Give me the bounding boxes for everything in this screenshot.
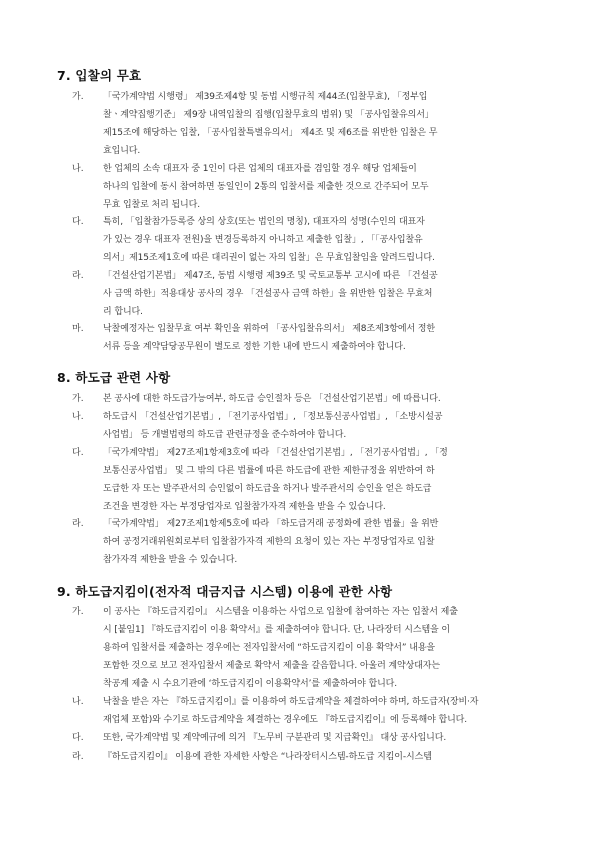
item-marker: 가. [72, 92, 84, 102]
section-9-title: 9. 하도급지킴이(전자적 대금지급 시스템) 이용에 관한 사항 [57, 584, 393, 599]
item-text-line: 사업법」 등 개별법령의 하도급 관련규정을 준수하여야 합니다. [103, 430, 347, 440]
item-text-line: 낙찰예정자는 입찰무효 여부 확인을 위하여 「공사입찰유의서」 제8조제3항에서 정한 [103, 324, 435, 334]
item-text-line: 찰ㆍ계약집행기준」 제9장 내역입찰의 집행(입찰무효의 범위) 및 「공사입찰유의서」 [103, 110, 434, 120]
item-text-line: 참가자격 제한을 받을 수 있습니다. [103, 555, 238, 565]
item-text-line: 착공계 제출 시 수요기관에 ‘하도급지킴이 이용확약서’를 제출하여야 합니다. [103, 679, 398, 689]
item-text-line: 포함한 것으로 보고 전자입찰서 제출로 확약서 제출을 갈음합니다. 아울러 계약상대자는 [103, 661, 440, 671]
item-text-line: 리 합니다. [103, 307, 143, 317]
item-marker: 나. [72, 164, 84, 174]
item-text-line: 서류 등을 계약담당공무원이 별도로 정한 기한 내에 반드시 제출하여야 합니다. [103, 342, 406, 352]
item-text-line: 「건설산업기본법」 제47조, 동법 시행령 제39조 및 국토교통부 고시에 따른 「건설공 [103, 271, 438, 281]
item-marker: 라. [72, 752, 84, 762]
item-marker: 가. [72, 607, 84, 617]
item-marker: 라. [72, 519, 84, 529]
item-text-line: 『하도급지킴이』 이용에 관한 자세한 사항은 “나라장터시스템-하도급 지킴이-시스템 [103, 752, 432, 762]
item-text-line: 한 업체의 소속 대표자 중 1인이 다른 업체의 대표자를 겸임할 경우 해당 업체들이 [103, 164, 417, 174]
item-text-line: 의서」제15조제1호에 따른 대리권이 없는 자의 입찰」은 무효입찰임을 알려드립니다. [103, 253, 435, 263]
item-text-line: 하도급시 「건설산업기본법」, 「전기공사업법」, 「정보통신공사업법」, 「소방시설공 [103, 412, 443, 422]
section-7-title: 7. 입찰의 무효 [57, 68, 142, 83]
item-text-line: 이 공사는 『하도급지킴이』 시스템을 이용하는 사업으로 입찰에 참여하는 자는 입찰서 제출 [103, 607, 458, 617]
item-text-line: 시 [붙임1] 『하도급지킴이 이용 확약서』를 제출하여야 합니다. 단, 나라장터 시스템을 이 [103, 625, 450, 635]
item-text-line: 무효 입찰로 처리 됩니다. [103, 200, 200, 210]
item-marker: 나. [72, 697, 84, 707]
item-text-line: 특히, 「입찰참가등록증 상의 상호(또는 법인의 명칭), 대표자의 성명(수인의 대표자 [103, 217, 425, 227]
item-marker: 마. [72, 324, 84, 334]
item-text-line: 「국가계약법」 제27조제1항제3호에 따라 「건설산업기본법」, 「전기공사업법」, 「정 [103, 448, 448, 458]
item-text-line: 「국가계약법 시행령」 제39조제4항 및 동법 시행규칙 제44조(입찰무효), 「정부입 [103, 92, 428, 102]
item-text-line: 본 공사에 대한 하도급가능여부, 하도급 승인절차 등은 「건설산업기본법」에 따릅니다. [103, 394, 441, 404]
item-marker: 다. [72, 217, 84, 227]
item-text-line: 제15조에 해당하는 입찰, 「공사입찰특별유의서」 제4조 및 제6조를 위반한 입찰은 무 [103, 128, 438, 138]
section-8-title: 8. 하도급 관련 사항 [57, 370, 171, 385]
item-marker: 다. [72, 448, 84, 458]
item-text-line: 또한, 국가계약법 및 계약예규에 의거 『노무비 구분관리 및 지급확인』 대상 공사입니다. [103, 733, 447, 743]
item-text-line: 하나의 입찰에 동시 참여하면 동일인이 2통의 입찰서를 제출한 것으로 간주되어 모두 [103, 182, 429, 192]
item-text-line: 도급한 자 또는 발주관서의 승인없이 하도급을 하거나 발주관서의 승인을 얻은 하도급 [103, 484, 432, 494]
item-text-line: 낙찰을 받은 자는 『하도급지킴이』를 이용하여 하도급계약을 체결하여야 하며, 하도급자(장비·자 [103, 697, 479, 707]
item-text-line: 조건을 변경한 자는 부정당업자로 입찰참가자격 제한을 받을 수 있습니다. [103, 502, 386, 512]
item-text-line: 보통신공사업법」 및 그 밖의 다른 법률에 따른 하도급에 관한 제한규정을 위반하여 하 [103, 466, 435, 476]
item-marker: 라. [72, 271, 84, 281]
item-text-line: 용하여 입찰서를 제출하는 경우에는 전자입찰서에 “하도급지킴이 이용 확약서” 내용을 [103, 643, 436, 653]
item-text-line: 「국가계약법」 제27조제1항제5호에 따라 「하도급거래 공정화에 관한 법률」을 위반 [103, 519, 439, 529]
item-text-line: 하여 공정거래위원회로부터 입찰참가자격 제한의 요청이 있는 자는 부정당업자로 입찰 [103, 537, 435, 547]
item-text-line: 재업체 포함)와 수기로 하도급계약을 체결하는 경우에도 『하도급지킴이』에 등록해야 합니다. [103, 715, 468, 725]
item-marker: 가. [72, 394, 84, 404]
item-marker: 나. [72, 412, 84, 422]
item-text-line: 가 있는 경우 대표자 전원)을 변경등록하지 아니하고 제출한 입찰」, 「「공사입찰유 [103, 235, 423, 245]
item-text-line: 사 금액 하한」적용대상 공사의 경우 「건설공사 금액 하한」을 위반한 입찰은 무효처 [103, 289, 433, 299]
item-text-line: 효입니다. [103, 146, 141, 156]
item-marker: 다. [72, 733, 84, 743]
